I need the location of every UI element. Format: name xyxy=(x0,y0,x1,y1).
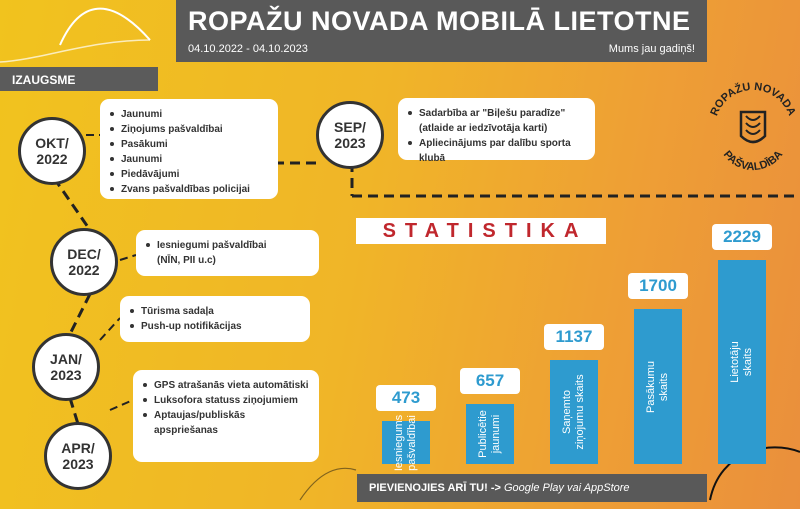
milestone-month: JAN/ xyxy=(50,350,82,367)
milestone-month: APR/ xyxy=(61,439,95,456)
bar-label-line: jaunumi xyxy=(490,414,502,454)
bar-label-line: Lietotāju xyxy=(729,341,741,383)
list-item: Iesniegumi pašvaldībai xyxy=(146,238,311,253)
milestone-month: OKT/ xyxy=(35,134,69,151)
list-item: Aptaujas/publiskās apspriešanas xyxy=(143,408,311,438)
footer-stores: Google Play vai AppStore xyxy=(504,482,630,494)
tagline: Mums jau gadiņš! xyxy=(608,43,695,55)
list-item: Zvans pašvaldības policijai xyxy=(110,182,270,197)
milestone-year: 2023 xyxy=(334,135,366,151)
bar-value: 1700 xyxy=(628,273,688,299)
list-item: Jaunumi xyxy=(110,107,270,122)
card-sep-2023 xyxy=(398,98,595,164)
section-label: IZAUGSME xyxy=(0,67,158,91)
bar-label-line: Iesniegums xyxy=(393,414,405,471)
list-item: Ziņojums pašvaldībai xyxy=(110,122,270,137)
bar-label xyxy=(477,410,503,458)
milestone-year: 2022 xyxy=(68,262,100,278)
list-item: Tūrisma sadaļa xyxy=(130,304,302,319)
logo-text-top: ROPAŽU NOVADA xyxy=(708,80,798,118)
milestone-month: SEP/ xyxy=(334,118,366,135)
bar-label-line: skaits xyxy=(742,347,754,377)
milestone-year: 2022 xyxy=(36,151,68,167)
milestone-jan-2023 xyxy=(32,333,100,401)
bar-value: 2229 xyxy=(712,224,772,250)
bar-label-line: skaits xyxy=(658,372,670,401)
list-item: Push-up notifikācijas xyxy=(130,319,302,334)
bar-label xyxy=(645,361,671,413)
page-title: ROPAŽU NOVADA MOBILĀ LIETOTNE xyxy=(188,6,691,36)
bar-value: 473 xyxy=(376,385,436,411)
card-dec-2022 xyxy=(136,230,319,276)
list-item-note: (NĪN, PII u.c) xyxy=(157,255,216,266)
list-item: GPS atrašanās vieta automātiski xyxy=(143,378,311,393)
list-item: Luksofora statuss ziņojumiem xyxy=(143,393,311,408)
chart-bar xyxy=(550,360,598,464)
milestone-sep-2023 xyxy=(316,101,384,169)
list-item: Jaunumi xyxy=(110,152,270,167)
milestone-year: 2023 xyxy=(50,367,82,383)
footer-cta: PIEVIENOJIES ARĪ TU! -> xyxy=(369,482,501,494)
shield-icon xyxy=(741,112,765,142)
chart-bar xyxy=(382,414,430,471)
milestone-apr-2023 xyxy=(44,422,112,490)
card-okt-2022 xyxy=(100,99,278,199)
municipality-logo xyxy=(705,76,800,180)
card-jan-2023 xyxy=(120,296,310,342)
bar-value: 1137 xyxy=(544,324,604,350)
list-item: Pasākumi xyxy=(110,137,270,152)
bar-label-line: Pasākumu xyxy=(645,360,657,413)
milestone-month: DEC/ xyxy=(67,245,101,262)
logo-text-bottom: PAŠVALDĪBA xyxy=(720,148,786,174)
header-banner xyxy=(176,0,707,62)
date-range: 04.10.2022 - 04.10.2023 xyxy=(188,43,308,55)
card-apr-2023 xyxy=(133,370,319,462)
chart-bar xyxy=(634,309,682,464)
list-item: Piedāvājumi xyxy=(110,167,270,182)
chart-title: STATISTIKA xyxy=(356,218,606,244)
bar-value: 657 xyxy=(460,368,520,394)
bar-label-line: Saņemto xyxy=(561,389,573,435)
milestone-dec-2022 xyxy=(50,228,118,296)
bar-label-line: Publicētie xyxy=(477,410,489,458)
list-item: Sadarbība ar "Biļešu paradīze" (atlaide ar iedzīvotāja karti) xyxy=(408,106,587,136)
bar-label xyxy=(561,374,587,449)
bar-label-line: pašvaldībai xyxy=(406,414,418,471)
chart-bar xyxy=(466,404,514,464)
bar-label xyxy=(729,341,755,383)
milestone-year: 2023 xyxy=(62,456,94,472)
bar-label-line: ziņojumu skaits xyxy=(574,374,586,450)
bar-label xyxy=(393,414,419,470)
chart-bar xyxy=(718,260,766,464)
milestone-okt-2022 xyxy=(18,117,86,185)
list-item: Apliecinājums par dalību sporta klubā xyxy=(408,136,587,166)
footer-banner xyxy=(357,474,707,502)
